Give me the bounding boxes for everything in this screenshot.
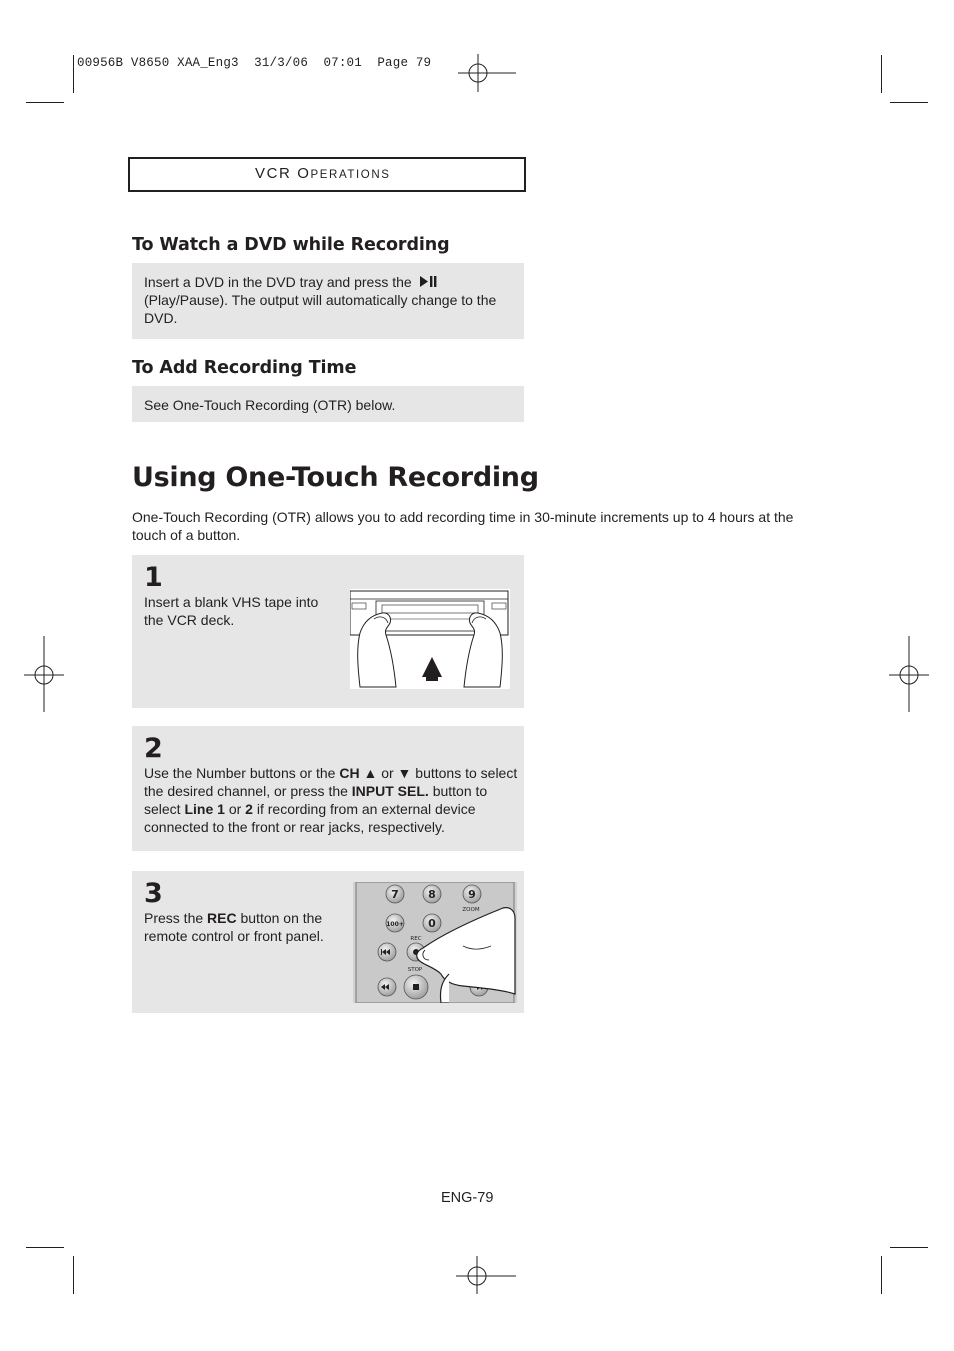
line-2-label: 2 xyxy=(245,801,253,817)
remote-key-9: 9 xyxy=(468,888,476,901)
page-title: Using One-Touch Recording xyxy=(132,462,539,493)
step-2-text-run: or xyxy=(224,801,246,817)
step-3-text-run: button on the xyxy=(236,910,323,926)
step-3-box xyxy=(132,871,524,1013)
crop-mark xyxy=(26,1247,64,1248)
crop-mark xyxy=(73,1256,74,1294)
crop-mark xyxy=(26,102,64,103)
watch-dvd-line2: (Play/Pause). The output will automatically change to the xyxy=(144,292,497,308)
add-time-box xyxy=(132,386,524,422)
step-1-text xyxy=(144,593,334,629)
step-2-text xyxy=(144,764,522,836)
step-2-text-run: button to xyxy=(428,783,488,799)
step-1-line1: Insert a blank VHS tape into xyxy=(144,594,319,610)
step-number: 1 xyxy=(144,562,163,593)
play-pause-icon xyxy=(420,276,437,287)
step-2-text-run: if recording from an external device xyxy=(252,801,476,817)
registration-mark-icon xyxy=(24,636,66,714)
remote-rec-illustration-icon xyxy=(353,882,517,1003)
step-1-line2: the VCR deck. xyxy=(144,612,235,628)
crop-mark xyxy=(890,102,928,103)
section-title xyxy=(255,165,391,182)
crop-mark xyxy=(881,1256,882,1294)
crop-mark xyxy=(890,1247,928,1248)
heading-add-recording-time: To Add Recording Time xyxy=(132,358,357,378)
rec-button-label: REC xyxy=(207,910,237,926)
watch-dvd-text xyxy=(144,273,519,327)
step-2-text-run: ▲ or ▼ buttons to select xyxy=(359,765,518,781)
remote-key-8: 8 xyxy=(428,888,436,901)
registration-mark-icon xyxy=(456,1256,518,1296)
heading-watch-dvd: To Watch a DVD while Recording xyxy=(132,235,450,255)
ch-button-label: CH xyxy=(339,765,360,781)
remote-key-7: 7 xyxy=(391,888,399,901)
vhs-insert-illustration-icon xyxy=(350,589,510,689)
step-3-line2: remote control or front panel. xyxy=(144,928,324,944)
watch-dvd-line3: DVD. xyxy=(144,310,178,326)
remote-label-zoom: ZOOM xyxy=(462,907,480,913)
section-title-cap: VCR O xyxy=(255,165,311,182)
section-title-smallcaps: PERATIONS xyxy=(310,169,391,181)
page-number: ENG-79 xyxy=(441,1190,494,1206)
remote-label-rec: REC xyxy=(410,936,422,942)
step-2-text-run: Use the Number buttons or the xyxy=(144,765,340,781)
crop-mark xyxy=(881,55,882,93)
section-header-box xyxy=(128,157,526,192)
line-1-label: Line 1 xyxy=(184,801,225,817)
step-2-text-run: the desired channel, or press the xyxy=(144,783,352,799)
remote-key-0: 0 xyxy=(428,917,436,930)
add-time-text: See One-Touch Recording (OTR) below. xyxy=(144,397,396,413)
step-3-text-run: Press the xyxy=(144,910,208,926)
step-2-text-run: select xyxy=(144,801,185,817)
otr-intro xyxy=(132,508,802,544)
otr-intro-line1: One-Touch Recording (OTR) allows you to add recording time in 30-minute increments up to 4 hours at the xyxy=(132,509,794,525)
step-number: 3 xyxy=(144,878,163,909)
remote-label-stop: STOP xyxy=(407,967,423,973)
watch-dvd-box xyxy=(132,263,524,339)
step-number: 2 xyxy=(144,733,163,764)
watch-dvd-line1: Insert a DVD in the DVD tray and press the xyxy=(144,274,412,290)
step-2-line4: connected to the front or rear jacks, respectively. xyxy=(144,819,445,835)
print-slug: 00956B V8650 XAA_Eng3 31/3/06 07:01 Page 79 xyxy=(77,56,432,70)
step-1-box xyxy=(132,555,524,708)
registration-mark-icon xyxy=(458,54,518,94)
step-3-text xyxy=(144,909,344,945)
input-sel-button-label: INPUT SEL. xyxy=(351,783,429,799)
step-2-box xyxy=(132,726,524,851)
remote-key-100-plus: 100+ xyxy=(386,921,404,928)
otr-intro-line2: touch of a button. xyxy=(132,527,241,543)
registration-mark-icon xyxy=(888,636,930,714)
crop-mark xyxy=(73,55,74,93)
